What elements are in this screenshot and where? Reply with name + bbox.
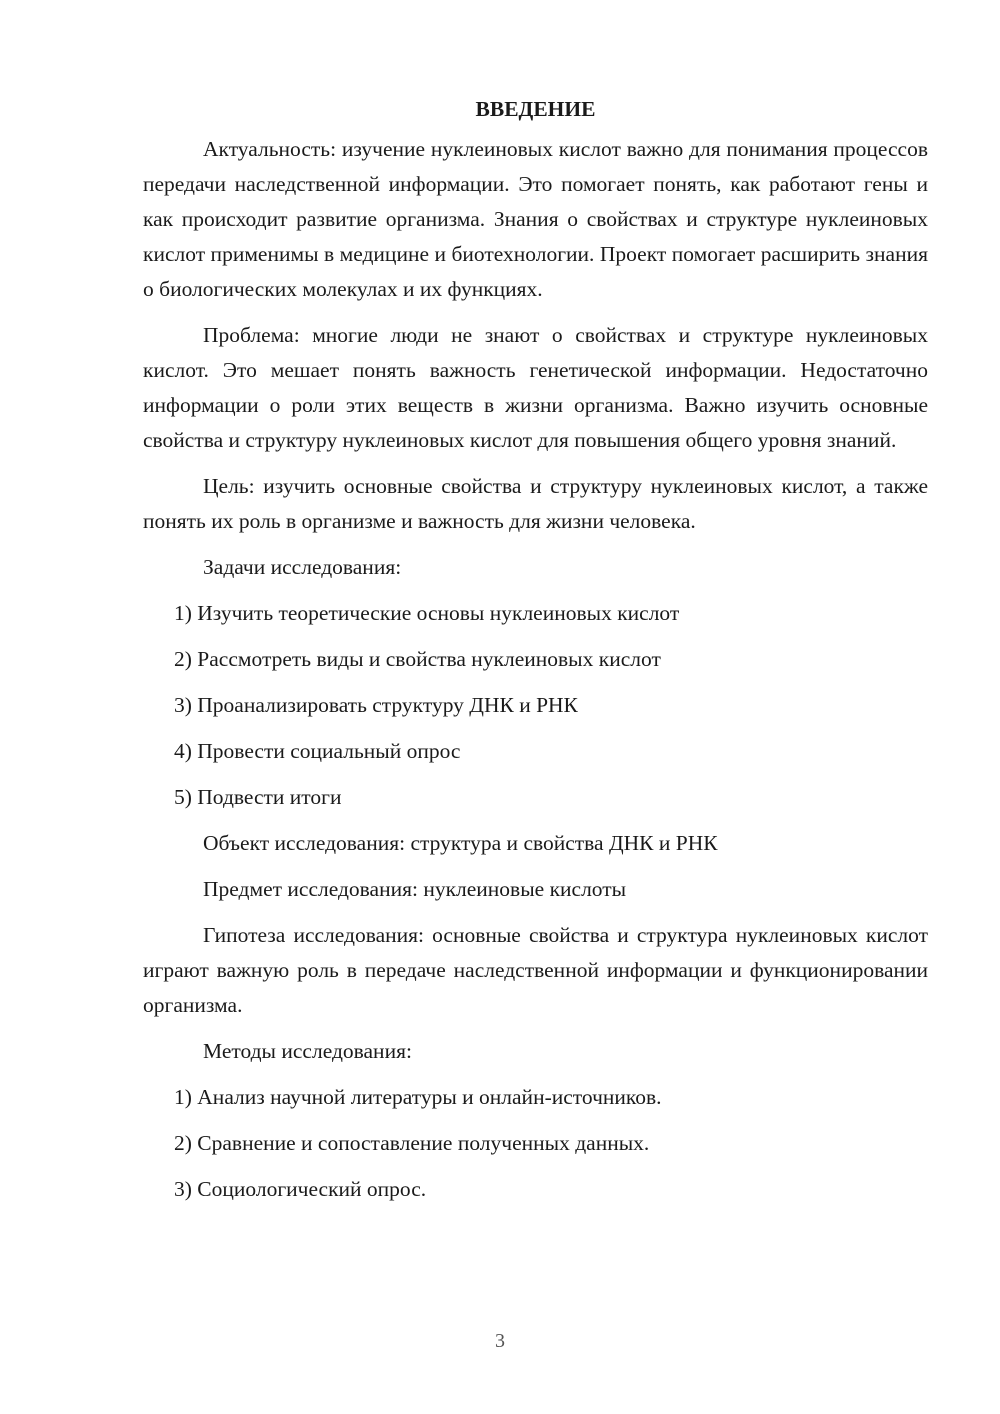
task-item-5: 5) Подвести итоги (174, 785, 342, 809)
subject-line: Предмет исследования: нуклеиновые кислоты (203, 877, 627, 901)
task-item-2: 2) Рассмотреть виды и свойства нуклеиновых кислот (174, 647, 661, 671)
page-title: ВВЕДЕНИЕ (475, 97, 596, 121)
page-number: 3 (495, 1330, 505, 1352)
task-item-3: 3) Проанализировать структуру ДНК и РНК (174, 693, 578, 717)
method-item-2: 2) Сравнение и сопоставление полученных данных. (174, 1131, 650, 1155)
document-page (143, 92, 928, 1218)
method-item-1: 1) Анализ научной литературы и онлайн-источников. (174, 1085, 662, 1109)
problem-paragraph: Проблема: многие люди не знают о свойствах и структуре нуклеиновых кислот. Это мешает понять важность генетической информации. Недостаточно информации о роли этих веществ в жизни организма. Важно изучить основные свойства и структуру нуклеиновых кислот для повышения общего уровня знаний. (143, 323, 928, 452)
object-line: Объект исследования: структура и свойства ДНК и РНК (203, 831, 718, 855)
methods-heading: Методы исследования: (203, 1039, 412, 1063)
task-item-4: 4) Провести социальный опрос (174, 739, 461, 763)
tasks-heading: Задачи исследования: (203, 555, 402, 579)
goal-paragraph: Цель: изучить основные свойства и структуру нуклеиновых кислот, а также понять их роль в организме и важность для жизни человека. (143, 474, 928, 533)
task-item-1: 1) Изучить теоретические основы нуклеиновых кислот (174, 601, 680, 625)
relevance-paragraph: Актуальность: изучение нуклеиновых кислот важно для понимания процессов передачи наследственной информации. Это помогает понять, как работают гены и как происходит развитие организма. Знания о свойствах и структуре нуклеиновых кислот применимы в медицине и биотехнологии. Проект помогает расширить знания о биологических молекулах и их функциях. (143, 137, 928, 301)
method-item-3: 3) Социологический опрос. (174, 1177, 427, 1201)
hypothesis-paragraph: Гипотеза исследования: основные свойства и структура нуклеиновых кислот играют важную роль в передаче наследственной информации и функционировании организма. (143, 923, 928, 1017)
